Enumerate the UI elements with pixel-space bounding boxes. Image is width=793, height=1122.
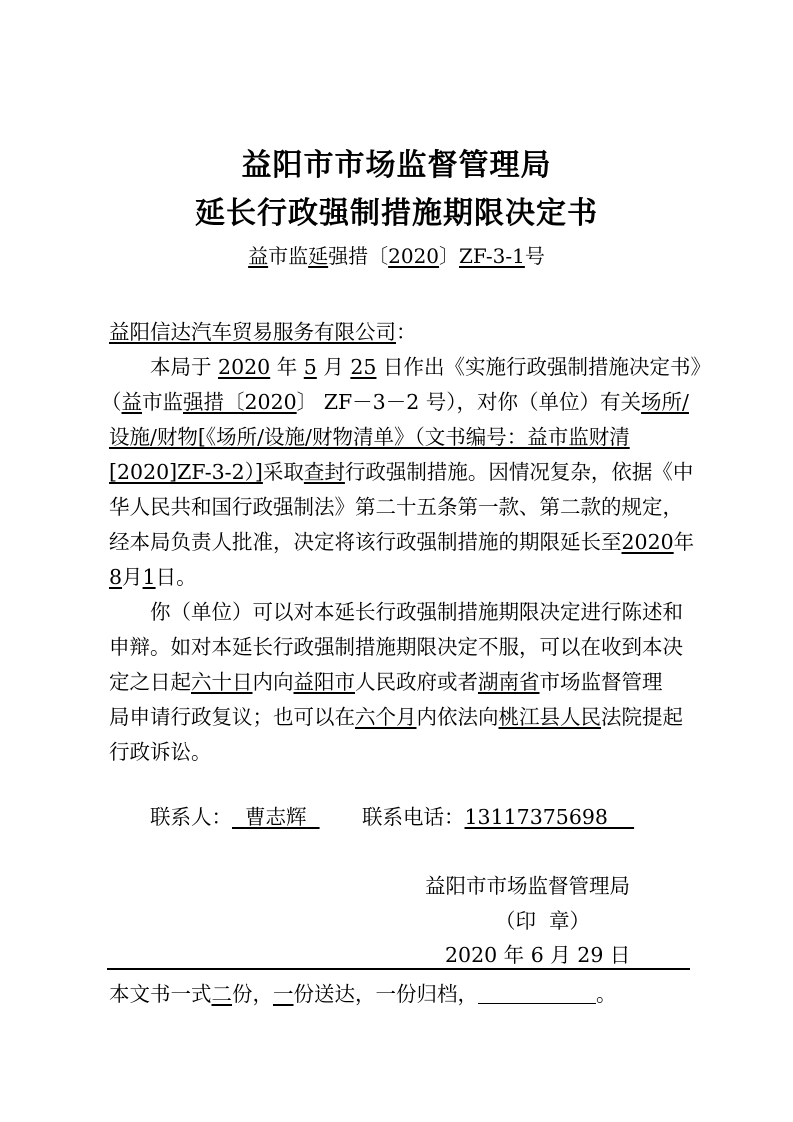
doc-number-part: 强措〔 <box>328 244 389 268</box>
doc-number-part: 益 <box>248 244 269 268</box>
signature-date: 2020 年 6 月 29 日 <box>445 943 631 967</box>
divider-line <box>107 968 690 970</box>
text: 六十日 <box>191 670 253 694</box>
contact-phone-label: 联系电话： <box>362 805 465 829</box>
text: 月 <box>323 355 344 379</box>
text: 内向 <box>252 670 294 694</box>
text: 益阳市 <box>293 670 355 694</box>
doc-number-part: 延 <box>308 244 329 268</box>
signature-org: 益阳市市场监督管理局 <box>425 874 630 898</box>
text: 局申请行政复议；也可以在 <box>109 705 355 729</box>
para1-line7 <box>109 563 197 591</box>
para2-line1: 你（单位）可以对本延长行政强制措施期限决定进行陈述和 <box>150 600 683 624</box>
para2-line3 <box>109 668 663 696</box>
signature-seal: （印 章） <box>495 909 591 933</box>
text: 湖南省 <box>478 670 540 694</box>
recipient <box>109 318 417 346</box>
text: 日。 <box>155 565 197 589</box>
recipient-colon: ： <box>396 320 417 344</box>
contact-person-name: 曹志辉 <box>245 805 307 829</box>
contact-person <box>150 803 320 831</box>
copy-count: 二 <box>211 982 232 1006</box>
extension-day: 1 <box>142 565 156 589</box>
para1-line1 <box>150 353 711 381</box>
text: 桃江县人民 <box>498 705 601 729</box>
text: 六个月 <box>355 705 417 729</box>
document-number <box>0 240 793 269</box>
para1-line6 <box>109 528 694 556</box>
text: （ <box>101 390 122 414</box>
text: 定之日起 <box>109 670 191 694</box>
decision-month: 5 <box>303 355 317 379</box>
decision-day: 25 <box>350 355 377 379</box>
doc-number-part: 2020 <box>388 244 440 268</box>
contact-phone-number: 13117375698 <box>464 805 608 829</box>
text: 设施/财物[《场所/设施/财物清单》（文书编号：益市监财清 <box>109 425 630 449</box>
text: 日作出《实施行政强制措施决定书》 <box>383 355 711 379</box>
text: 年 <box>673 530 695 554</box>
text: ZF－3－2 <box>323 390 420 414</box>
contact-phone-value <box>465 805 635 829</box>
para1-line3 <box>109 423 630 451</box>
text: 本文书一式 <box>109 982 212 1006</box>
measure-type: 查封 <box>303 460 345 484</box>
text: 人民政府或者 <box>355 670 478 694</box>
blank-field <box>478 983 596 1004</box>
text: 强措〔 <box>183 390 245 414</box>
doc-number-part: 市监 <box>268 244 309 268</box>
extension-month: 8 <box>109 565 123 589</box>
para1-line5: 华人民共和国行政强制法》第二十五条第一款、第二款的规定， <box>109 495 683 519</box>
para1-line2 <box>101 388 689 416</box>
para2-line5: 行政诉讼。 <box>109 740 212 764</box>
text: 内依法向 <box>416 705 499 729</box>
text: 本局于 <box>150 355 212 379</box>
text: 号），对你（单位）有关 <box>425 390 642 414</box>
text: 年 <box>276 355 298 379</box>
text: 采取 <box>262 460 304 484</box>
text: 份， <box>232 982 273 1006</box>
text: 法院提起 <box>601 705 683 729</box>
para1-line4 <box>109 458 693 486</box>
para2-line4 <box>109 703 683 731</box>
doc-number-part: 〕 <box>439 244 460 268</box>
text: 〕 <box>296 390 318 414</box>
text: [2020]ZF-3-2）] <box>109 460 263 484</box>
contact-person-value <box>232 805 320 829</box>
doc-number-part: 号 <box>524 244 545 268</box>
text: 益 <box>121 390 142 414</box>
contact-person-label: 联系人： <box>150 805 232 829</box>
text: 。 <box>596 982 617 1006</box>
org-title: 益阳市市场监督管理局 <box>241 148 552 183</box>
text: 场所/ <box>641 390 689 414</box>
text: 2020 <box>244 390 297 414</box>
document-title: 延长行政强制措施期限决定书 <box>195 196 598 231</box>
text: 份送达，一份归档， <box>293 982 478 1006</box>
text: 市监 <box>142 390 183 414</box>
delivered-count: 一 <box>273 982 294 1006</box>
text: 行政强制措施。因情况复杂，依据《中 <box>344 460 694 484</box>
contact-phone <box>362 803 634 831</box>
extension-year: 2020 <box>621 530 674 554</box>
text: 月 <box>122 565 143 589</box>
text: 市场监督管理 <box>539 670 663 694</box>
recipient-name: 益阳信达汽车贸易服务有限公司 <box>109 320 396 344</box>
doc-number-part: ZF-3-1 <box>459 244 525 268</box>
text: 经本局负责人批准，决定将该行政强制措施的期限延长至 <box>109 530 622 554</box>
decision-year: 2020 <box>218 355 271 379</box>
para2-line2: 申辩。如对本延长行政强制措施期限决定不服，可以在收到本决 <box>109 635 683 659</box>
footer-note <box>109 980 617 1008</box>
